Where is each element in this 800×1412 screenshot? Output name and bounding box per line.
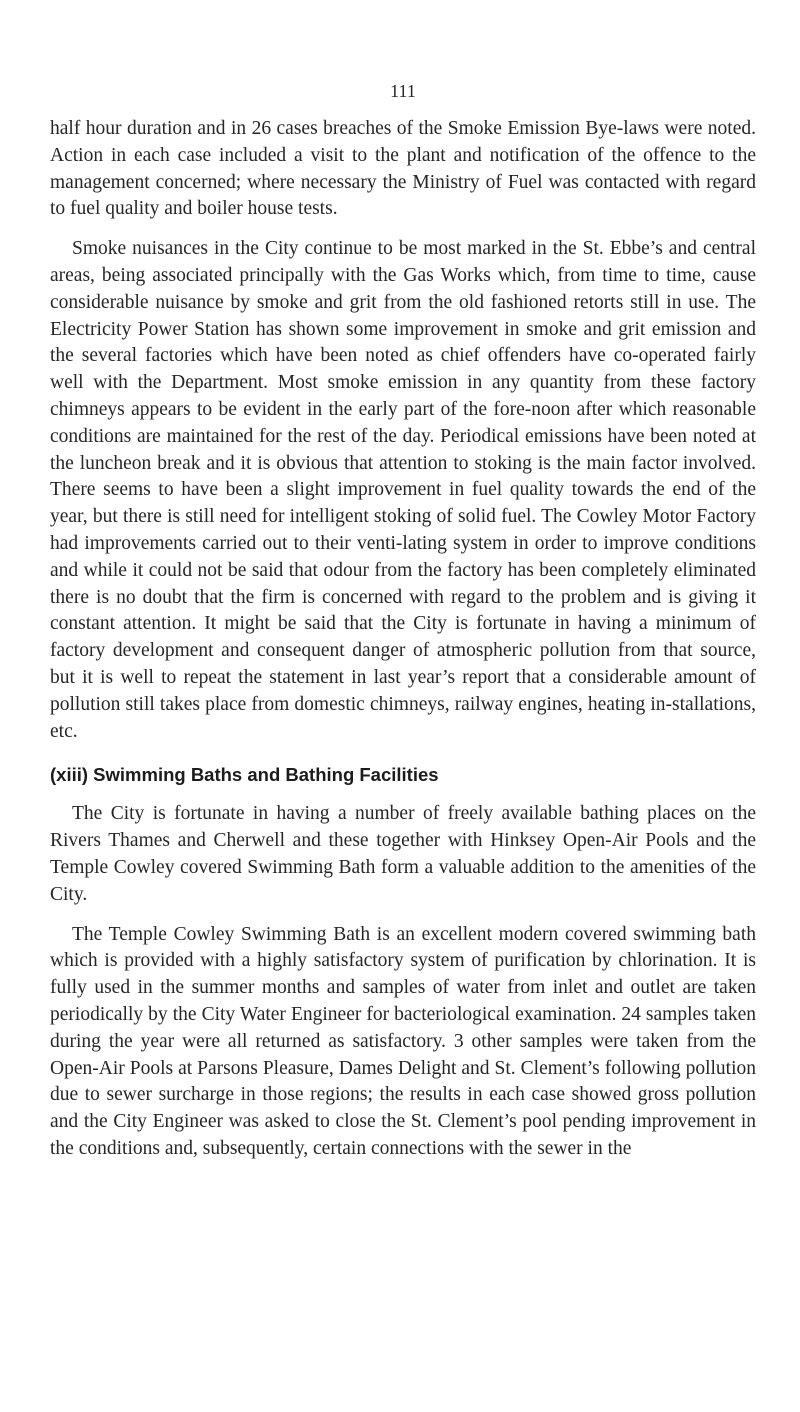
paragraph-smoke-emission-breaches: half hour duration and in 26 cases breaches of the Smoke Emission Bye-laws were noted. Action in each case included a visit to the plant and notification of the offence to the management concerned; where necessary the Ministry of Fuel was contacted with regard to fuel quality and boiler house tests. xyxy=(50,118,756,220)
page-number: 111 xyxy=(390,81,416,101)
paragraph-smoke-nuisances: Smoke nuisances in the City continue to be most marked in the St. Ebbe’s and central areas, being associated principally with the Gas Works which, from time to time, cause considerable nuisance by smoke and grit from the old fashioned retorts still in use. The Electricity Power Station has shown some improvement in smoke and grit emission and the several factories which have been noted as chief offenders have co-operated fairly well with the Department. Most smoke emission in any quantity from these factory chimneys appears to be evident in the early part of the fore-noon after which reasonable conditions are maintained for the rest of the day. Periodical emissions have been noted at the luncheon break and it is obvious that attention to stoking is the main factor involved. There seems to have been a slight improvement in fuel quality towards the end of the year, but there is still need for intelligent stoking of solid fuel. The Cowley Motor Factory had improvements carried out to their venti-lating system in order to improve conditions and while it could not be said that odour from the factory has been completely eliminated there is no doubt that the firm is concerned with regard to the problem and is giving it constant attention. It might be said that the City is fortunate in having a minimum of factory development and consequent danger of atmospheric pollution from that source, but it is well to repeat the statement in last year’s report that a considerable amount of pollution still takes place from domestic chimneys, railway engines, heating in-stallations, etc. xyxy=(50,238,756,742)
paragraph-bathing-places: The City is fortunate in having a number of freely available bathing places on the Rivers Thames and Cherwell and these together with Hinksey Open-Air Pools and the Temple Cowley covered Swimming Bath form a valuable addition to the amenities of the City. xyxy=(50,803,756,905)
paragraph-temple-cowley-bath: The Temple Cowley Swimming Bath is an excellent modern covered swimming bath which is provided with a highly satisfactory system of purification by chlorination. It is fully used in the summer months and samples of water from inlet and outlet are taken periodically by the City Water Engineer for bacteriological examination. 24 samples taken during the year were all returned as satisfactory. 3 other samples were taken from the Open-Air Pools at Parsons Pleasure, Dames Delight and St. Clement’s following pollution due to sewer surcharge in those regions; the results in each case showed gross pollution and the City Engineer was asked to close the St. Clement’s pool pending improvement in the conditions and, subsequently, certain connections with the sewer in the xyxy=(50,923,756,1159)
section-heading-swimming-baths: (xiii) Swimming Baths and Bathing Facilities xyxy=(50,764,439,786)
